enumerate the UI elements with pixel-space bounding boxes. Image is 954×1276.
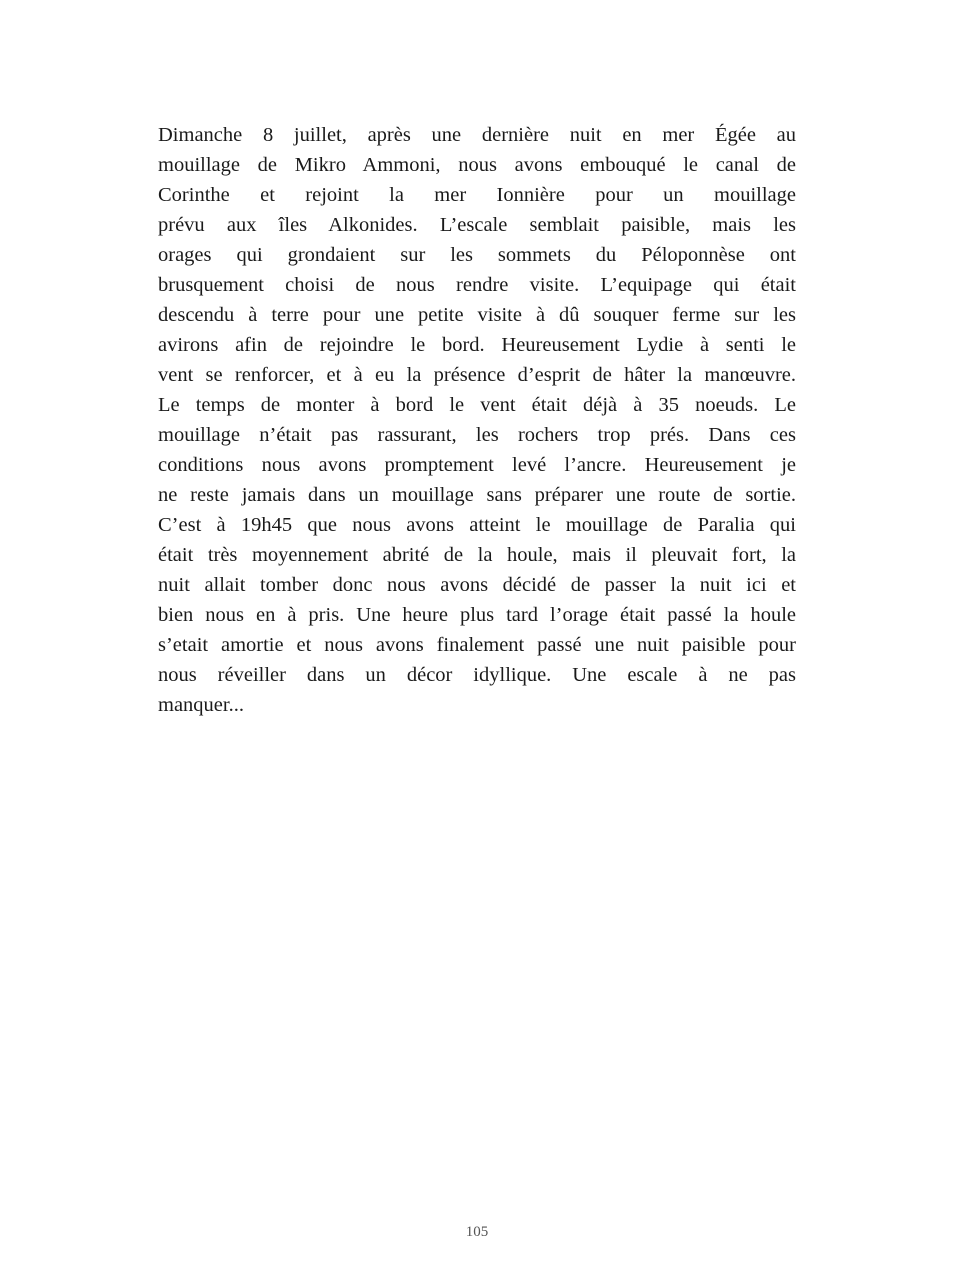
paragraph-line-10: Le temps de monter à bord le vent était déjà à 35 noeuds. Le [158, 394, 796, 416]
paragraph-line-18: s’etait amortie et nous avons finalement passé une nuit paisible pour [158, 634, 796, 656]
paragraph-line-14: C’est à 19h45 que nous avons atteint le mouillage de Paralia qui [158, 514, 796, 536]
body-paragraph [158, 120, 796, 720]
paragraph-line-16: nuit allait tomber donc nous avons décidé de passer la nuit ici et [158, 574, 796, 596]
paragraph-line-9: vent se renforcer, et à eu la présence d’esprit de hâter la manœuvre. [158, 364, 796, 386]
paragraph-line-4: prévu aux îles Alkonides. L’escale semblait paisible, mais les [158, 214, 796, 236]
paragraph-line-11: mouillage n’était pas rassurant, les rochers trop prés. Dans ces [158, 424, 796, 446]
paragraph-line-1: Dimanche 8 juillet, après une dernière nuit en mer Égée au [158, 124, 796, 146]
paragraph-line-2: mouillage de Mikro Ammoni, nous avons embouqué le canal de [158, 154, 796, 176]
paragraph-line-17: bien nous en à pris. Une heure plus tard l’orage était passé la houle [158, 604, 796, 626]
paragraph-line-8: avirons afin de rejoindre le bord. Heureusement Lydie à senti le [158, 334, 796, 356]
paragraph-line-15: était très moyennement abrité de la houle, mais il pleuvait fort, la [158, 544, 796, 566]
page-number: 105 [465, 1224, 489, 1240]
paragraph-line-13: ne reste jamais dans un mouillage sans préparer une route de sortie. [158, 484, 796, 506]
paragraph-line-19: nous réveiller dans un décor idyllique. Une escale à ne pas [158, 664, 796, 686]
paragraph-line-20: manquer... [158, 694, 244, 716]
paragraph-line-5: orages qui grondaient sur les sommets du Péloponnèse ont [158, 244, 796, 266]
paragraph-line-3: Corinthe et rejoint la mer Ionnière pour un mouillage [158, 184, 796, 206]
paragraph-line-12: conditions nous avons promptement levé l’ancre. Heureusement je [158, 454, 796, 476]
paragraph-line-7: descendu à terre pour une petite visite à dû souquer ferme sur les [158, 304, 796, 326]
paragraph-line-6: brusquement choisi de nous rendre visite. L’equipage qui était [158, 274, 796, 296]
